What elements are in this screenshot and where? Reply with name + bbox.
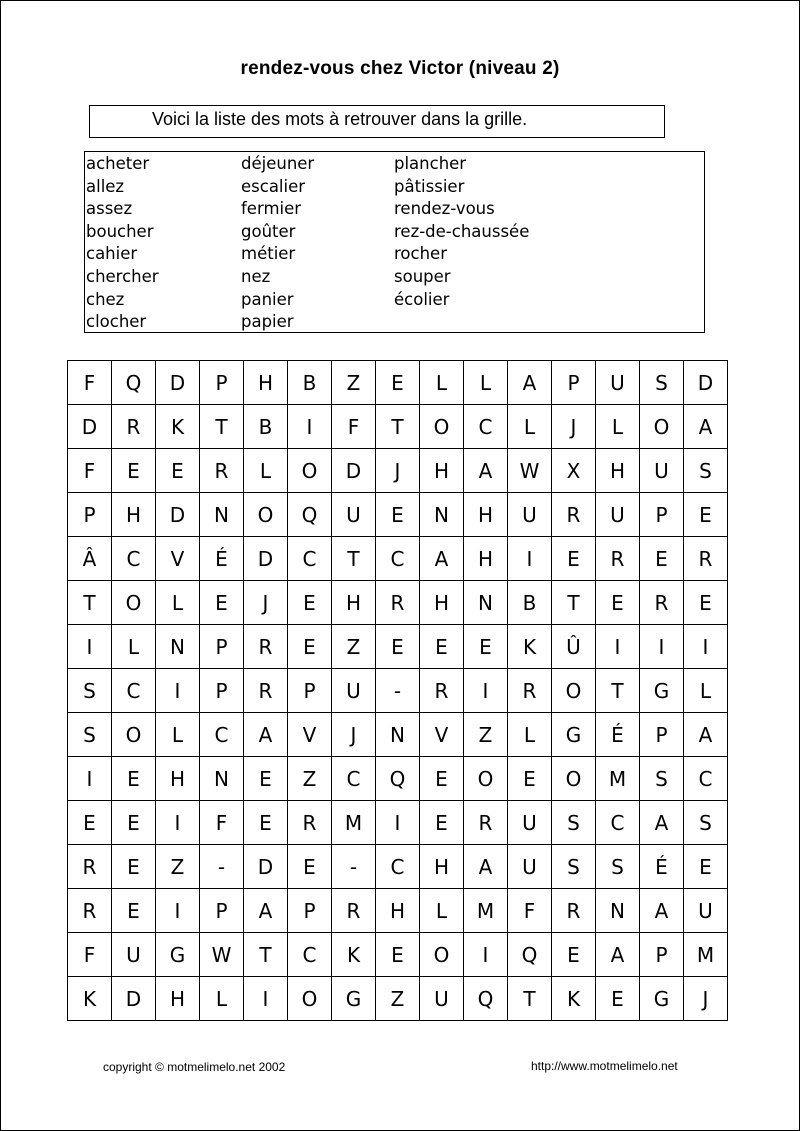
page-title: rendez-vous chez Victor (niveau 2): [240, 58, 560, 79]
grid-cell[interactable]: E: [112, 889, 156, 933]
grid-cell[interactable]: S: [684, 449, 728, 493]
grid-cell[interactable]: H: [376, 889, 420, 933]
grid-cell[interactable]: D: [156, 361, 200, 405]
grid-cell[interactable]: A: [464, 845, 508, 889]
grid-cell[interactable]: U: [596, 361, 640, 405]
word-item: chercher: [86, 266, 159, 286]
word-column-2: [241, 153, 314, 334]
grid-cell[interactable]: T: [68, 581, 112, 625]
word-column-3: [394, 153, 529, 311]
grid-cell[interactable]: B: [288, 361, 332, 405]
website-link[interactable]: http://www.motmelimelo.net: [531, 1059, 678, 1073]
grid-cell[interactable]: Z: [288, 757, 332, 801]
grid-cell[interactable]: B: [508, 581, 552, 625]
grid-cell[interactable]: L: [420, 889, 464, 933]
instruction-text: Voici la liste des mots à retrouver dans la grille.: [152, 109, 528, 129]
grid-cell[interactable]: O: [244, 493, 288, 537]
grid-cell[interactable]: T: [596, 669, 640, 713]
grid-cell[interactable]: R: [376, 581, 420, 625]
grid-cell[interactable]: Q: [112, 361, 156, 405]
grid-cell[interactable]: L: [508, 713, 552, 757]
letter-grid: [67, 360, 728, 1021]
word-column-1: [86, 153, 159, 334]
grid-cell[interactable]: Z: [332, 625, 376, 669]
grid-cell[interactable]: E: [288, 581, 332, 625]
grid-cell[interactable]: I: [376, 801, 420, 845]
grid-cell[interactable]: R: [332, 889, 376, 933]
grid-cell[interactable]: A: [508, 361, 552, 405]
grid-cell[interactable]: E: [376, 933, 420, 977]
grid-cell[interactable]: L: [112, 625, 156, 669]
grid-cell[interactable]: P: [640, 493, 684, 537]
word-item: rez-de-chaussée: [394, 221, 530, 241]
grid-cell[interactable]: H: [244, 361, 288, 405]
grid-cell[interactable]: S: [684, 801, 728, 845]
grid-cell[interactable]: V: [288, 713, 332, 757]
grid-cell[interactable]: N: [200, 493, 244, 537]
grid-cell[interactable]: F: [68, 361, 112, 405]
grid-cell[interactable]: E: [112, 801, 156, 845]
grid-cell[interactable]: D: [112, 977, 156, 1021]
grid-cell[interactable]: E: [640, 537, 684, 581]
grid-cell[interactable]: A: [244, 713, 288, 757]
instruction-box: [89, 105, 665, 138]
grid-cell[interactable]: E: [244, 757, 288, 801]
grid-row: [68, 449, 728, 493]
grid-cell[interactable]: I: [596, 625, 640, 669]
grid-cell[interactable]: Z: [332, 361, 376, 405]
grid-cell[interactable]: G: [640, 977, 684, 1021]
word-item: goûter: [241, 221, 296, 241]
grid-cell[interactable]: C: [376, 537, 420, 581]
grid-cell[interactable]: C: [332, 757, 376, 801]
grid-cell[interactable]: E: [244, 801, 288, 845]
grid-cell[interactable]: N: [156, 625, 200, 669]
word-item: souper: [394, 266, 451, 286]
grid-row: [68, 801, 728, 845]
word-item: boucher: [86, 221, 154, 241]
grid-cell[interactable]: H: [156, 977, 200, 1021]
word-item: rendez-vous: [394, 199, 495, 219]
grid-cell[interactable]: É: [596, 713, 640, 757]
grid-cell[interactable]: A: [684, 713, 728, 757]
grid-cell[interactable]: A: [640, 889, 684, 933]
word-item: escalier: [241, 176, 306, 196]
grid-cell[interactable]: E: [376, 493, 420, 537]
grid-cell[interactable]: E: [156, 449, 200, 493]
grid-cell[interactable]: K: [508, 625, 552, 669]
grid-cell[interactable]: R: [464, 801, 508, 845]
grid-cell[interactable]: E: [112, 449, 156, 493]
grid-cell[interactable]: O: [552, 757, 596, 801]
grid-cell[interactable]: U: [332, 669, 376, 713]
grid-cell[interactable]: U: [508, 493, 552, 537]
grid-cell[interactable]: E: [112, 757, 156, 801]
grid-cell[interactable]: É: [200, 537, 244, 581]
grid-cell[interactable]: M: [684, 933, 728, 977]
grid-cell[interactable]: I: [68, 757, 112, 801]
grid-cell[interactable]: Q: [376, 757, 420, 801]
grid-cell[interactable]: D: [244, 845, 288, 889]
grid-cell[interactable]: M: [332, 801, 376, 845]
grid-cell[interactable]: J: [376, 449, 420, 493]
grid-cell[interactable]: C: [464, 405, 508, 449]
grid-cell[interactable]: U: [596, 493, 640, 537]
grid-cell[interactable]: R: [68, 845, 112, 889]
grid-cell[interactable]: -: [332, 845, 376, 889]
grid-cell[interactable]: R: [288, 801, 332, 845]
grid-cell[interactable]: J: [332, 713, 376, 757]
grid-cell[interactable]: E: [552, 537, 596, 581]
grid-cell[interactable]: L: [596, 405, 640, 449]
grid-cell[interactable]: Û: [552, 625, 596, 669]
grid-cell[interactable]: U: [332, 493, 376, 537]
grid-cell[interactable]: L: [156, 713, 200, 757]
grid-row: [68, 537, 728, 581]
grid-cell[interactable]: E: [288, 845, 332, 889]
grid-cell[interactable]: P: [640, 713, 684, 757]
grid-cell[interactable]: R: [244, 625, 288, 669]
word-item: nez: [241, 266, 271, 286]
grid-cell[interactable]: H: [420, 845, 464, 889]
grid-cell[interactable]: J: [684, 977, 728, 1021]
grid-cell[interactable]: O: [288, 449, 332, 493]
grid-cell[interactable]: F: [68, 449, 112, 493]
grid-cell[interactable]: E: [376, 625, 420, 669]
grid-cell[interactable]: R: [508, 669, 552, 713]
grid-row: [68, 933, 728, 977]
grid-cell[interactable]: C: [684, 757, 728, 801]
grid-cell[interactable]: L: [508, 405, 552, 449]
grid-cell[interactable]: A: [640, 801, 684, 845]
grid-cell[interactable]: R: [244, 669, 288, 713]
grid-cell[interactable]: N: [596, 889, 640, 933]
grid-cell[interactable]: F: [508, 889, 552, 933]
grid-cell[interactable]: F: [332, 405, 376, 449]
copyright-text: copyright © motmelimelo.net 2002: [103, 1060, 286, 1074]
grid-cell[interactable]: K: [332, 933, 376, 977]
grid-cell[interactable]: R: [552, 889, 596, 933]
grid-cell[interactable]: R: [596, 537, 640, 581]
grid-cell[interactable]: P: [200, 669, 244, 713]
grid-cell[interactable]: E: [684, 493, 728, 537]
grid-cell[interactable]: H: [464, 537, 508, 581]
grid-cell[interactable]: T: [200, 405, 244, 449]
grid-cell[interactable]: C: [288, 933, 332, 977]
grid-cell[interactable]: M: [596, 757, 640, 801]
grid-cell[interactable]: K: [68, 977, 112, 1021]
grid-cell[interactable]: E: [464, 625, 508, 669]
grid-cell[interactable]: O: [112, 581, 156, 625]
grid-row: [68, 405, 728, 449]
grid-cell[interactable]: A: [420, 537, 464, 581]
grid-cell[interactable]: I: [640, 625, 684, 669]
grid-cell[interactable]: T: [508, 977, 552, 1021]
grid-cell[interactable]: D: [156, 493, 200, 537]
grid-cell[interactable]: S: [640, 757, 684, 801]
grid-cell[interactable]: L: [684, 669, 728, 713]
grid-cell[interactable]: N: [420, 493, 464, 537]
grid-cell[interactable]: G: [156, 933, 200, 977]
word-item: acheter: [86, 154, 150, 173]
grid-cell[interactable]: A: [464, 449, 508, 493]
grid-cell[interactable]: R: [420, 669, 464, 713]
grid-cell[interactable]: I: [508, 537, 552, 581]
grid-cell[interactable]: I: [156, 801, 200, 845]
grid-cell[interactable]: L: [420, 361, 464, 405]
grid-cell[interactable]: O: [464, 757, 508, 801]
grid-cell[interactable]: I: [464, 669, 508, 713]
grid-cell[interactable]: P: [200, 361, 244, 405]
grid-row: [68, 757, 728, 801]
grid-cell[interactable]: H: [420, 449, 464, 493]
grid-cell[interactable]: N: [376, 713, 420, 757]
grid-cell[interactable]: F: [68, 933, 112, 977]
word-item: déjeuner: [241, 154, 315, 173]
word-item: plancher: [394, 154, 467, 173]
grid-cell[interactable]: S: [640, 361, 684, 405]
grid-cell[interactable]: C: [112, 537, 156, 581]
grid-cell[interactable]: A: [244, 889, 288, 933]
word-item: fermier: [241, 199, 302, 219]
grid-cell[interactable]: R: [640, 581, 684, 625]
grid-cell[interactable]: E: [420, 757, 464, 801]
grid-cell[interactable]: H: [156, 757, 200, 801]
grid-cell[interactable]: D: [68, 405, 112, 449]
grid-cell[interactable]: O: [420, 405, 464, 449]
grid-cell[interactable]: T: [552, 581, 596, 625]
grid-cell[interactable]: C: [376, 845, 420, 889]
grid-cell[interactable]: P: [640, 933, 684, 977]
grid-row: [68, 889, 728, 933]
grid-cell[interactable]: M: [464, 889, 508, 933]
grid-cell[interactable]: H: [332, 581, 376, 625]
grid-cell[interactable]: L: [244, 449, 288, 493]
grid-row: [68, 493, 728, 537]
grid-cell[interactable]: Â: [68, 537, 112, 581]
grid-cell[interactable]: R: [200, 449, 244, 493]
grid-row: [68, 669, 728, 713]
grid-cell[interactable]: G: [552, 713, 596, 757]
grid-cell[interactable]: D: [244, 537, 288, 581]
grid-cell[interactable]: E: [552, 933, 596, 977]
grid-cell[interactable]: K: [156, 405, 200, 449]
grid-cell[interactable]: D: [684, 361, 728, 405]
grid-cell[interactable]: F: [200, 801, 244, 845]
grid-cell[interactable]: E: [596, 977, 640, 1021]
word-item: métier: [241, 244, 296, 264]
grid-cell[interactable]: Q: [288, 493, 332, 537]
grid-cell[interactable]: Z: [376, 977, 420, 1021]
word-item: cahier: [86, 244, 138, 264]
grid-cell[interactable]: E: [420, 625, 464, 669]
grid-cell[interactable]: O: [552, 669, 596, 713]
grid-cell[interactable]: I: [156, 669, 200, 713]
grid-cell[interactable]: W: [200, 933, 244, 977]
grid-cell[interactable]: U: [420, 977, 464, 1021]
grid-cell[interactable]: G: [332, 977, 376, 1021]
grid-cell[interactable]: I: [288, 405, 332, 449]
grid-cell[interactable]: O: [112, 713, 156, 757]
word-item: papier: [241, 312, 294, 332]
grid-row: [68, 845, 728, 889]
grid-cell[interactable]: P: [552, 361, 596, 405]
grid-cell[interactable]: C: [200, 713, 244, 757]
grid-row: [68, 713, 728, 757]
grid-cell[interactable]: U: [508, 845, 552, 889]
grid-cell[interactable]: V: [420, 713, 464, 757]
grid-cell[interactable]: E: [420, 801, 464, 845]
grid-cell[interactable]: L: [464, 361, 508, 405]
grid-cell[interactable]: C: [596, 801, 640, 845]
grid-cell[interactable]: É: [640, 845, 684, 889]
grid-cell[interactable]: P: [288, 889, 332, 933]
grid-cell[interactable]: I: [464, 933, 508, 977]
grid-cell[interactable]: U: [640, 449, 684, 493]
grid-cell[interactable]: T: [332, 537, 376, 581]
grid-cell[interactable]: O: [288, 977, 332, 1021]
grid-cell[interactable]: Q: [464, 977, 508, 1021]
grid-cell[interactable]: K: [552, 977, 596, 1021]
grid-cell[interactable]: -: [376, 669, 420, 713]
grid-cell[interactable]: T: [376, 405, 420, 449]
word-item: panier: [241, 289, 294, 309]
grid-cell[interactable]: S: [552, 801, 596, 845]
grid-cell[interactable]: B: [244, 405, 288, 449]
grid-cell[interactable]: R: [552, 493, 596, 537]
grid-cell[interactable]: R: [112, 405, 156, 449]
word-item: écolier: [394, 289, 450, 309]
grid-cell[interactable]: V: [156, 537, 200, 581]
grid-cell[interactable]: I: [68, 625, 112, 669]
grid-cell[interactable]: G: [640, 669, 684, 713]
grid-cell[interactable]: P: [200, 889, 244, 933]
grid-cell[interactable]: R: [68, 889, 112, 933]
grid-cell[interactable]: A: [596, 933, 640, 977]
grid-cell[interactable]: L: [200, 977, 244, 1021]
grid-cell[interactable]: E: [508, 757, 552, 801]
grid-cell[interactable]: C: [288, 537, 332, 581]
grid-cell[interactable]: E: [684, 845, 728, 889]
grid-cell[interactable]: E: [200, 581, 244, 625]
word-item: chez: [86, 289, 125, 309]
grid-cell[interactable]: Z: [156, 845, 200, 889]
grid-cell[interactable]: X: [552, 449, 596, 493]
word-item: assez: [86, 199, 133, 219]
grid-cell[interactable]: S: [68, 713, 112, 757]
grid-row: [68, 581, 728, 625]
grid-cell[interactable]: J: [244, 581, 288, 625]
grid-cell[interactable]: N: [464, 581, 508, 625]
grid-cell[interactable]: E: [288, 625, 332, 669]
grid-cell[interactable]: Z: [464, 713, 508, 757]
word-item: pâtissier: [394, 176, 465, 196]
grid-cell[interactable]: E: [376, 361, 420, 405]
grid-cell[interactable]: C: [112, 669, 156, 713]
grid-cell[interactable]: E: [112, 845, 156, 889]
grid-cell[interactable]: P: [288, 669, 332, 713]
word-item: allez: [86, 176, 125, 196]
grid-cell[interactable]: I: [244, 977, 288, 1021]
grid-cell[interactable]: H: [596, 449, 640, 493]
grid-cell[interactable]: P: [200, 625, 244, 669]
grid-cell[interactable]: U: [112, 933, 156, 977]
grid-cell[interactable]: H: [464, 493, 508, 537]
grid-cell[interactable]: R: [684, 537, 728, 581]
grid-cell[interactable]: P: [68, 493, 112, 537]
grid-cell[interactable]: S: [552, 845, 596, 889]
grid-cell[interactable]: H: [420, 581, 464, 625]
grid-cell[interactable]: D: [332, 449, 376, 493]
grid-row: [68, 625, 728, 669]
grid-cell[interactable]: O: [640, 405, 684, 449]
word-list: [84, 151, 705, 333]
grid-cell[interactable]: -: [200, 845, 244, 889]
grid-cell[interactable]: S: [68, 669, 112, 713]
grid-cell[interactable]: E: [684, 581, 728, 625]
grid-cell[interactable]: N: [200, 757, 244, 801]
word-item: clocher: [86, 312, 147, 332]
grid-cell[interactable]: I: [684, 625, 728, 669]
grid-cell[interactable]: U: [508, 801, 552, 845]
grid-cell[interactable]: A: [684, 405, 728, 449]
grid-cell[interactable]: S: [596, 845, 640, 889]
grid-cell[interactable]: O: [420, 933, 464, 977]
grid-cell[interactable]: E: [68, 801, 112, 845]
grid-cell[interactable]: I: [156, 889, 200, 933]
grid-cell[interactable]: W: [508, 449, 552, 493]
grid-cell[interactable]: Q: [508, 933, 552, 977]
grid-cell[interactable]: T: [244, 933, 288, 977]
grid-row: [68, 361, 728, 405]
grid-cell[interactable]: E: [596, 581, 640, 625]
grid-cell[interactable]: U: [684, 889, 728, 933]
grid-cell[interactable]: H: [112, 493, 156, 537]
grid-cell[interactable]: J: [552, 405, 596, 449]
grid-row: [68, 977, 728, 1021]
grid-cell[interactable]: L: [156, 581, 200, 625]
word-item: rocher: [394, 244, 447, 264]
